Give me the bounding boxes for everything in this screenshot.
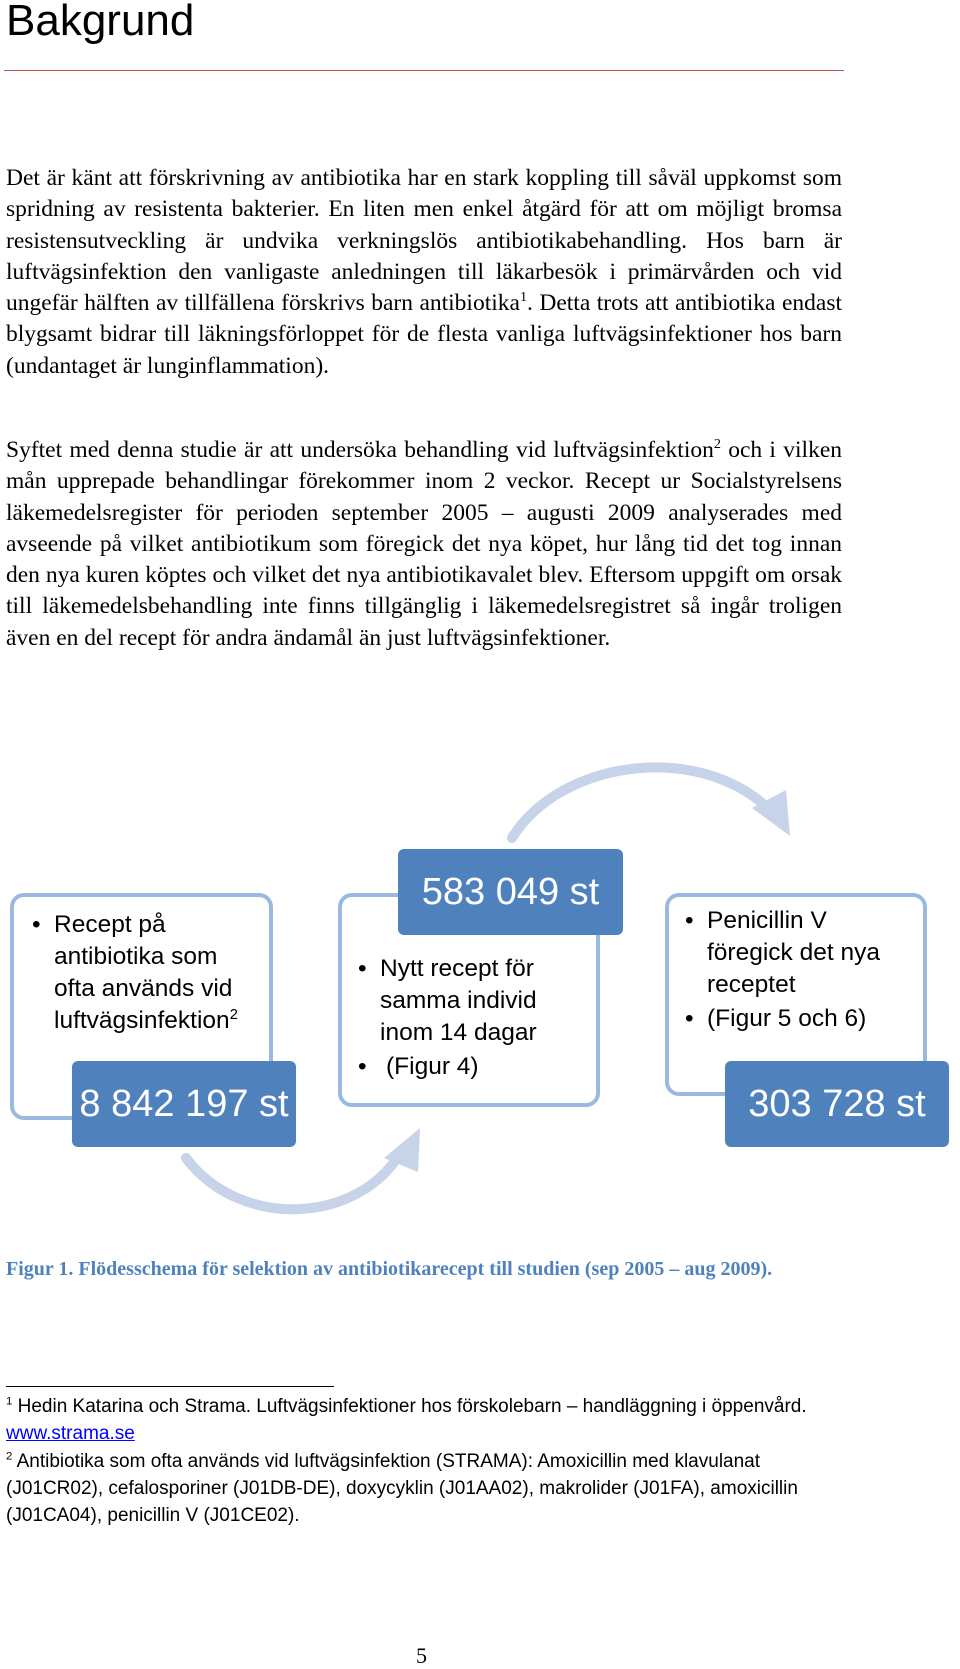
step3-bullet-2: • (Figur 5 och 6) — [683, 1003, 917, 1035]
step1-count-badge: 8 842 197 st — [72, 1061, 296, 1147]
step2-bullet-2: • (Figur 4) — [356, 1051, 588, 1083]
footnote-ref-2[interactable]: 2 — [713, 436, 721, 453]
page-title: Bakgrund — [6, 0, 195, 45]
curved-arrow-bottom — [186, 1150, 402, 1209]
footnote-ref-1[interactable]: 1 — [519, 289, 527, 306]
page-number: 5 — [416, 1643, 427, 1668]
intro-text-b: . Detta trots att antibiotika endast blygsamt bidrar till läkningsförloppet för de flesta vanliga luftvägsinfektioner hos barn (undantaget är lunginflammation). — [6, 290, 842, 379]
step3-count-badge: 303 728 st — [725, 1061, 949, 1147]
aim-text-b: och i vilken mån upprepade behandlingar förekommer inom 2 veckor. Recept ur Socialstyrelsens läkemedelsregister för perioden september 2005 – augusti 2009 analyserades med avseende på vilket antibiotikum som föregick det nya köpet, hur lång tid det tog innan den nya kuren köptes och vilket det nya antibiotikavalet blev. Eftersom uppgift om orsak till läkemedelsbehandling inte finns tillgänglig i läkemedelsregistret så ingår troligen även en del recept för andra ändamål än just luftvägsinfektioner. — [6, 437, 842, 651]
footnote-separator — [6, 1386, 334, 1387]
step2-count-badge: 583 049 st — [398, 849, 623, 935]
aim-text-a: Syftet med denna studie är att undersöka behandling vid luftvägsinfektion — [6, 437, 714, 463]
step2-bullet-1: • Nytt recept för samma individ inom 14 dagar — [356, 953, 588, 1049]
curved-arrow-top — [512, 767, 772, 838]
footnote-2 — [6, 1448, 846, 1529]
strama-link[interactable]: www.strama.se — [6, 1423, 135, 1444]
step1-bullet: • Recept på antibiotika som ofta används vid luftvägsinfektion$^2$ — [30, 909, 261, 1037]
footnote-1-text: Hedin Katarina och Strama. Luftvägsinfektioner hos förskolebarn – handläggning i öppenvård. — [17, 1396, 807, 1417]
footnote-1-marker: 1 — [6, 1395, 13, 1408]
footnote-2-text: Antibiotika som ofta används vid luftvägsinfektion (STRAMA): Amoxicillin med klavulanat (J01CR02), cefalosporiner (J01DB-DE), doxycyklin (J01AA02), makrolider (J01FA), amoxicillin (J01CA04), penicillin V (J01CE02). — [6, 1451, 798, 1526]
step1-ref: 2 — [229, 1006, 238, 1023]
figure-caption: Figur 1. Flödesschema för selektion av antibiotikarecept till studien (sep 2005 – aug 2009). — [6, 1258, 773, 1280]
step3-bullet-1: • Penicillin V föregick det nya receptet — [683, 905, 917, 1001]
footnote-1 — [6, 1393, 846, 1447]
footnote-2-marker: 2 — [6, 1450, 13, 1463]
intro-text-a: Det är känt att förskrivning av antibiotika har en stark koppling till såväl uppkomst som spridning av resistenta bakterier. En liten men enkel åtgärd för att om möjligt bromsa resistensutveckling är undvika verkningslös antibiotikabehandling. Hos barn är luftvägsinfektion den vanligaste anledningen till läkarbesök i primärvården och vid ungefär hälften av tillfällena förskrivs barn antibiotika — [6, 165, 842, 317]
